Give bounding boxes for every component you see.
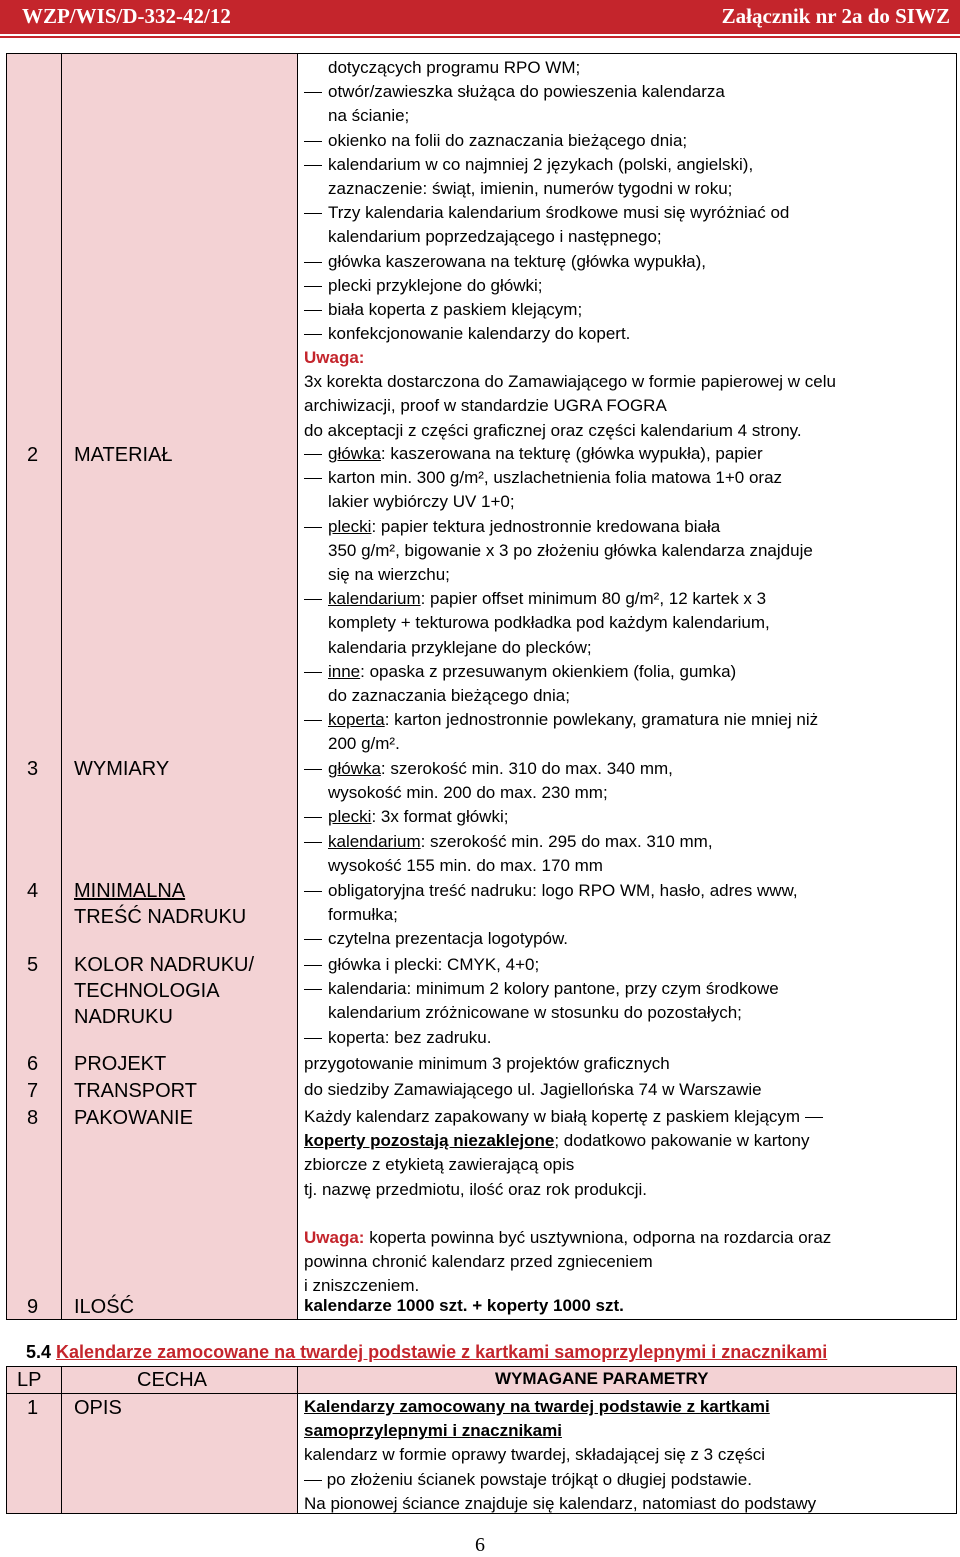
list-item: kalendaria: minimum 2 kolory pantone, przy czym środkowe (304, 977, 904, 1001)
note-label: Uwaga: (304, 348, 365, 367)
list-item: wysokość 155 min. do max. 170 mm (328, 855, 603, 875)
column-divider (297, 1367, 298, 1513)
row-note: i zniszczeniem. (304, 1276, 420, 1296)
list-item: kalendarium zróżnicowane w stosunku do pozostałych; (328, 1003, 742, 1023)
row-label: WYMIARY (74, 758, 170, 780)
list-item: obligatoryjna treść nadruku: logo RPO WM, hasło, adres www, (304, 879, 904, 903)
list-item: się na wierzchu; (328, 564, 450, 584)
list-item: główka i plecki: CMYK, 4+0; (304, 953, 904, 977)
spec-table (6, 53, 957, 1320)
row-label: PAKOWANIE (74, 1107, 193, 1129)
list-item: kalendarium: szerokość min. 295 do max. 310 mm, (304, 830, 904, 854)
list-item: główka: szerokość min. 310 do max. 340 mm, (304, 757, 904, 781)
column-divider (61, 54, 62, 1319)
row-number: 5 (27, 954, 39, 976)
list-item: koperta: karton jednostronnie powlekany, gramatura nie mniej niż (304, 708, 904, 732)
list-item: otwór/zawieszka służąca do powieszenia kalendarza (304, 80, 904, 104)
row-label: OPIS (74, 1397, 122, 1419)
list-item: inne: opaska z przesuwanym okienkiem (folia, gumka) (304, 660, 904, 684)
row-value: Kalendarzy zamocowany na twardej podstawie z kartkami (304, 1397, 770, 1416)
list-item: komplety + tekturowa podkładka pod każdym kalendarium, (328, 613, 770, 633)
row-value: samoprzylepnymi i znacznikami (304, 1421, 562, 1441)
row-number: 4 (27, 880, 39, 902)
list-item: do zaznaczania bieżącego dnia; (328, 685, 570, 705)
list-item: okienko na folii do zaznaczania bieżącego dnia; (304, 129, 904, 153)
row-value: Każdy kalendarz zapakowany w białą kopertę z paskiem klejącym (304, 1105, 954, 1129)
document-reference: WZP/WIS/D-332-42/12 (22, 4, 231, 28)
list-item: kalendarium: papier offset minimum 80 g/m², 12 kartek x 3 (304, 587, 904, 611)
list-item: Trzy kalendaria kalendarium środkowe musi się wyróżniać od (304, 201, 904, 225)
row-label: TREŚĆ NADRUKU (74, 906, 247, 928)
header-parameters: WYMAGANE PARAMETRY (495, 1369, 709, 1388)
list-item: czytelna prezentacja logotypów. (304, 927, 904, 951)
list-item: 200 g/m². (328, 734, 400, 754)
row-number: 1 (27, 1397, 39, 1419)
list-item: plecki: papier tektura jednostronnie kredowana biała (304, 515, 904, 539)
row-number: 3 (27, 758, 39, 780)
list-item: wysokość min. 200 do max. 230 mm; (328, 783, 608, 803)
list-item: główka kaszerowana na tekturę (główka wypukła), (304, 250, 904, 274)
row-number: 9 (27, 1296, 39, 1318)
list-item: główka: kaszerowana na tekturę (główka wypukła), papier (304, 442, 904, 466)
list-item: plecki przyklejone do główki; (304, 274, 904, 298)
list-item: konfekcjonowanie kalendarzy do kopert. (304, 322, 904, 346)
row-value: tj. nazwę przedmiotu, ilość oraz rok produkcji. (304, 1179, 647, 1199)
list-item: lakier wybiórczy UV 1+0; (328, 492, 515, 512)
list-item: 350 g/m², bigowanie x 3 po złożeniu główka kalendarza znajduje (328, 540, 813, 560)
row-label: MATERIAŁ (74, 444, 173, 466)
note-line: do akceptacji z części graficznej oraz części kalendarium 4 strony. (304, 420, 802, 440)
page-number: 6 (475, 1534, 485, 1556)
note-line: 3x korekta dostarczona do Zamawiającego w formie papierowej w celu (304, 372, 836, 392)
row-value: kalendarz w formie oprawy twardej, składającej się z 3 części (304, 1445, 766, 1465)
list-item: zaznaczenie: świąt, imienin, numerów tygodni w roku; (328, 178, 733, 198)
row-number: 7 (27, 1080, 39, 1102)
row-value: Na pionowej ściance znajduje się kalendarz, natomiast do podstawy (304, 1493, 817, 1513)
column-divider (297, 54, 298, 1319)
header-rule (0, 36, 960, 38)
row-value: po złożeniu ścianek powstaje trójkąt o długiej podstawie. (304, 1468, 954, 1492)
row-number: 6 (27, 1053, 39, 1075)
list-item: na ścianie; (328, 106, 410, 126)
list-item: kalendarium w co najmniej 2 językach (polski, angielski), (304, 153, 904, 177)
page-header (0, 0, 960, 34)
row-label: TECHNOLOGIA (74, 980, 220, 1002)
row-label: PROJEKT (74, 1053, 167, 1075)
note-line: archiwizacji, proof w standardzie UGRA FOGRA (304, 396, 667, 416)
row-label: TRANSPORT (74, 1080, 197, 1102)
section-number: 5.4 (26, 1342, 52, 1362)
spec-table-2 (6, 1366, 957, 1514)
list-item: dotyczących programu RPO WM; (328, 58, 581, 77)
section-heading (26, 1342, 827, 1363)
row-note: Uwaga: koperta powinna być usztywniona, odporna na rozdarcia oraz (304, 1227, 832, 1247)
row-value: przygotowanie minimum 3 projektów graficznych (304, 1054, 670, 1073)
row-value: kalendarze 1000 szt. + koperty 1000 szt. (304, 1296, 624, 1315)
row-note: powinna chronić kalendarz przed zgnieceniem (304, 1252, 653, 1272)
list-item: formułka; (328, 905, 398, 925)
list-item: biała koperta z paskiem klejącym; (304, 298, 904, 322)
row-label: NADRUKU (74, 1006, 173, 1028)
row-value: do siedziby Zamawiającego ul. Jagiellońska 74 w Warszawie (304, 1080, 762, 1099)
header-feature: CECHA (137, 1369, 208, 1391)
section-title: Kalendarze zamocowane na twardej podstawie z kartkami samoprzylepnymi i znacznikami (56, 1342, 828, 1362)
row-number: 8 (27, 1107, 39, 1129)
attachment-label: Załącznik nr 2a do SIWZ (721, 4, 950, 28)
table-header (7, 1367, 956, 1394)
list-item: kalendaria przyklejane do plecków; (328, 637, 592, 657)
column-divider (61, 1367, 62, 1513)
row-value: zbiorcze z etykietą zawierającą opis (304, 1155, 575, 1175)
list-item: plecki: 3x format główki; (304, 805, 904, 829)
header-lp: LP (17, 1369, 42, 1391)
row-label: ILOŚĆ (74, 1296, 135, 1318)
row-label: MINIMALNA (74, 880, 186, 902)
row-number: 2 (27, 444, 39, 466)
list-item: koperta: bez zadruku. (304, 1026, 904, 1050)
list-item: kalendarium poprzedzającego i następnego; (328, 227, 662, 247)
list-item: karton min. 300 g/m², uszlachetnienia folia matowa 1+0 oraz (304, 466, 904, 490)
row-value: koperty pozostają niezaklejone; dodatkowo pakowanie w kartony (304, 1131, 810, 1151)
row-label: KOLOR NADRUKU/ (74, 954, 255, 976)
